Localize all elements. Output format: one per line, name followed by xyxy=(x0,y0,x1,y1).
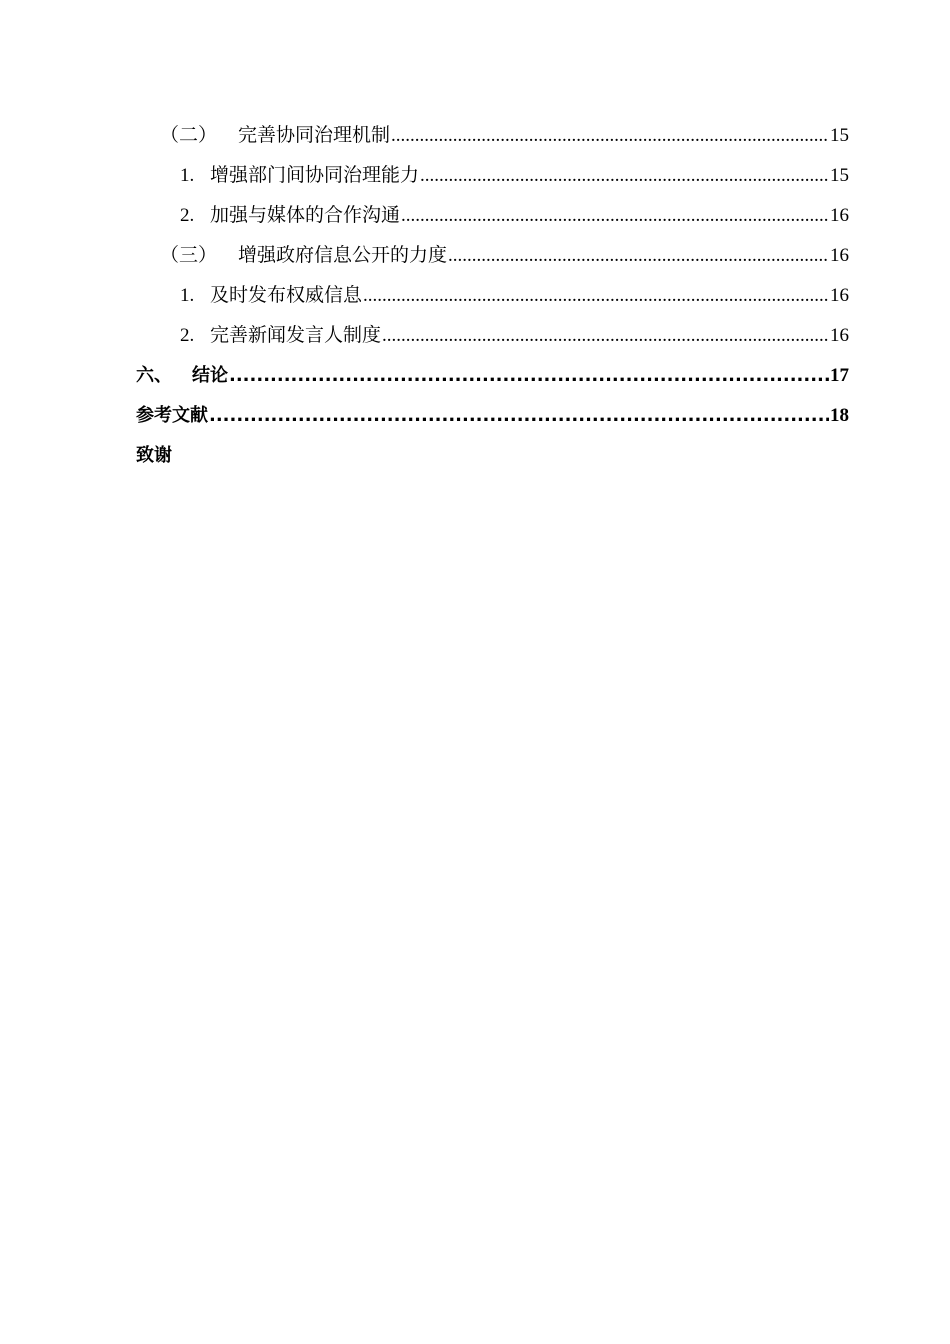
toc-entry[interactable] xyxy=(0,116,950,156)
toc-leader-dots xyxy=(420,156,829,196)
toc-entry[interactable] xyxy=(0,356,950,396)
toc-entry[interactable] xyxy=(0,236,950,276)
toc-leader-dots xyxy=(448,236,829,276)
toc-entry-page: 15 xyxy=(830,125,849,146)
toc-leader-dots xyxy=(401,196,829,236)
toc-entry-number: 1. xyxy=(180,165,195,186)
toc-entry-number: 1. xyxy=(180,285,195,306)
toc-entry[interactable] xyxy=(0,156,950,196)
toc-entry-title: 增强部门间协同治理能力 xyxy=(210,165,420,186)
toc-entry-title: 增强政府信息公开的力度 xyxy=(238,245,448,266)
toc-entry-number: 六、 xyxy=(136,365,172,386)
toc-entry-page: 16 xyxy=(830,285,849,306)
toc-entry[interactable] xyxy=(0,276,950,316)
toc-leader-dots xyxy=(391,116,829,156)
toc-entry-title: 参考文献 xyxy=(136,405,208,426)
toc-entry-number: 2. xyxy=(180,325,195,346)
toc-entry[interactable] xyxy=(0,196,950,236)
toc-entry-page: 16 xyxy=(830,325,849,346)
toc-entry-number: 2. xyxy=(180,205,195,226)
toc-entry-number: （二） xyxy=(160,125,218,146)
toc-entry-title: 完善新闻发言人制度 xyxy=(210,325,382,346)
toc-entry-title: 加强与媒体的合作沟通 xyxy=(210,205,401,226)
toc-entry-title: 及时发布权威信息 xyxy=(210,285,363,306)
toc-entry[interactable] xyxy=(0,316,950,356)
toc-entry-page: 16 xyxy=(830,245,849,266)
toc-leader-dots xyxy=(382,316,829,356)
toc-entry-title: 完善协同治理机制 xyxy=(238,125,391,146)
toc-entry-number: （三） xyxy=(160,245,218,266)
table-of-contents xyxy=(0,116,950,476)
toc-entry-page: 18 xyxy=(830,405,849,426)
toc-entry-page: 16 xyxy=(830,205,849,226)
toc-entry[interactable] xyxy=(0,436,950,476)
toc-entry[interactable] xyxy=(0,396,950,436)
toc-leader-dots xyxy=(363,276,829,316)
toc-entry-page: 17 xyxy=(830,365,849,386)
toc-entry-page: 15 xyxy=(830,165,849,186)
toc-entry-title: 结论 xyxy=(192,365,228,386)
toc-leader-dots xyxy=(209,396,829,436)
toc-entry-title: 致谢 xyxy=(136,445,172,466)
toc-leader-dots xyxy=(229,356,829,396)
